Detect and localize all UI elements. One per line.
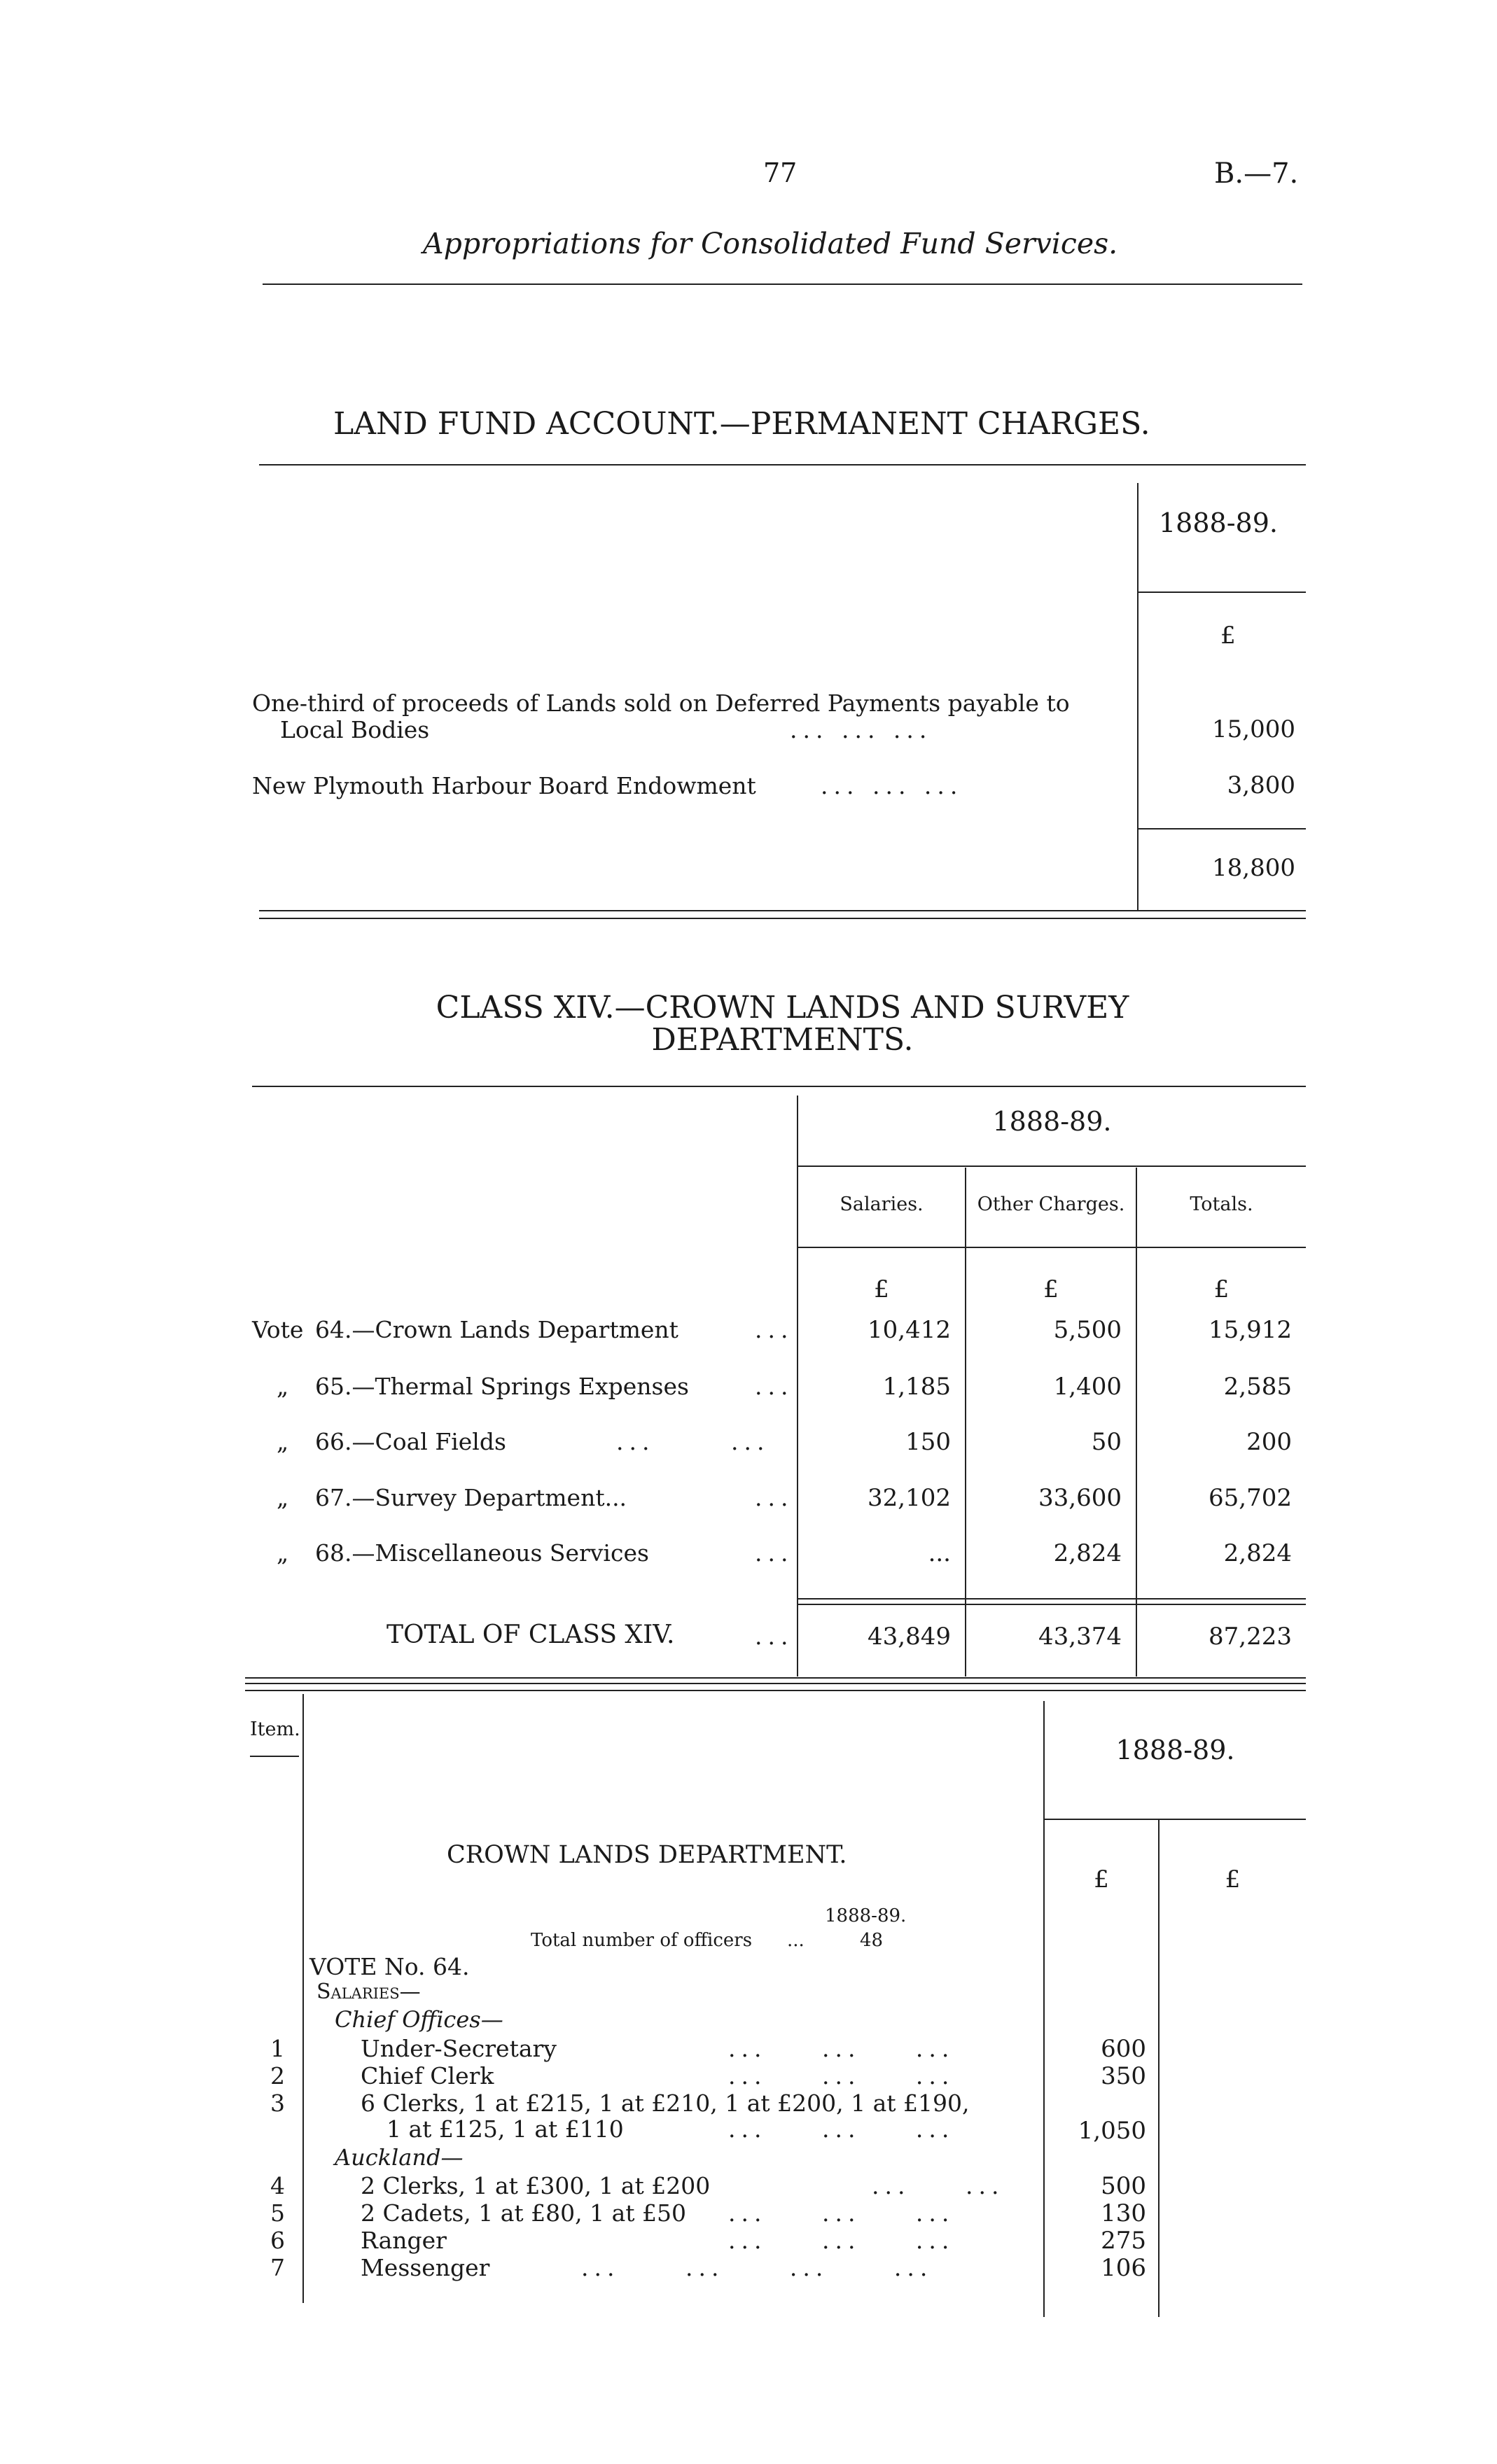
vote-ditto: „: [277, 1484, 289, 1511]
land-fund-bottom-rule: [259, 910, 1306, 911]
item-label-cont: 1 at £125, 1 at £110: [387, 2115, 624, 2143]
land-fund-bottom-rule-double: [259, 918, 1306, 919]
vote-66-other: 50: [1091, 1428, 1122, 1456]
item-dots: ... ... ...: [728, 2035, 955, 2062]
crown-lands-year: 1888-89.: [1115, 1735, 1235, 1765]
crown-lands-col-rule-2: [1158, 1820, 1160, 2317]
officers-label: Total number of officers: [531, 1930, 753, 1951]
vote-68-total: 2,824: [1223, 1539, 1292, 1567]
item-header-rule: [250, 1756, 299, 1757]
vote-64-total: 15,912: [1209, 1316, 1292, 1344]
crown-lands-top-rule: [245, 1690, 1306, 1691]
item-value: 130: [1101, 2199, 1146, 2227]
land-fund-row2-label: New Plymouth Harbour Board Endowment: [252, 772, 756, 799]
item-dots: ... ...: [872, 2172, 1005, 2199]
page-number: 77: [763, 158, 798, 188]
class-xiv-col-totals: Totals.: [1190, 1194, 1253, 1215]
land-fund-row1-dots: ... ... ...: [790, 716, 933, 743]
vote-ditto: „: [277, 1539, 289, 1567]
class-xiv-bottom-rule-double: [245, 1683, 1306, 1684]
land-fund-title: LAND FUND ACCOUNT.—PERMANENT CHARGES.: [333, 406, 1150, 442]
land-fund-row2-value: 3,800: [1227, 771, 1295, 799]
salaries-heading: Salaries—: [316, 1980, 421, 2004]
vote-64-label: 64.—Crown Lands Department: [315, 1316, 678, 1343]
class-xiv-col-other-charges: Other Charges.: [977, 1194, 1125, 1215]
vote-65-label: 65.—Thermal Springs Expenses: [315, 1373, 689, 1400]
item-number: 1: [270, 2035, 285, 2062]
crown-lands-title: CROWN LANDS DEPARTMENT.: [447, 1841, 847, 1869]
document-reference: B.—7.: [1214, 158, 1299, 190]
class-xiv-year: 1888-89.: [992, 1106, 1112, 1137]
item-value: 600: [1101, 2035, 1146, 2063]
item-number: 3: [270, 2090, 285, 2117]
class-xiv-sum-rule: [798, 1598, 1306, 1600]
crown-lands-year-rule: [1045, 1819, 1306, 1820]
officers-count: 48: [860, 1930, 884, 1951]
officers-dots: ...: [787, 1930, 805, 1951]
class-xiv-total-dots: ...: [755, 1623, 794, 1650]
land-fund-currency: £: [1220, 622, 1236, 650]
class-xiv-sum-rule-double: [798, 1604, 1306, 1605]
item-number: 7: [270, 2254, 285, 2281]
item-number: 4: [270, 2172, 285, 2199]
chief-offices-heading: Chief Offices—: [335, 2006, 503, 2033]
vote-number: VOTE No. 64.: [309, 1953, 470, 1980]
vote-prefix: Vote: [252, 1316, 304, 1343]
land-fund-row1-label: One-third of proceeds of Lands sold on Deferred Payments payable to: [252, 690, 1070, 717]
class-xiv-top-rule: [252, 1086, 1306, 1087]
vote-67-label: 67.—Survey Department...: [315, 1484, 627, 1511]
item-label: Messenger: [361, 2254, 490, 2281]
item-value: 1,050: [1078, 2117, 1146, 2145]
item-column-rule: [302, 1694, 304, 2303]
vote-66-label: 66.—Coal Fields: [315, 1428, 506, 1455]
item-value: 106: [1101, 2254, 1146, 2282]
land-fund-top-rule: [259, 464, 1306, 465]
page-subtitle: Appropriations for Consolidated Fund Services.: [423, 227, 1118, 260]
item-label: Ranger: [361, 2227, 447, 2254]
item-value: 275: [1101, 2227, 1146, 2255]
item-label: Chief Clerk: [361, 2062, 494, 2090]
vote-64-salaries: 10,412: [868, 1316, 951, 1344]
class-xiv-total-label: TOTAL OF CLASS XIV.: [387, 1620, 675, 1649]
vote-65-total: 2,585: [1223, 1373, 1292, 1401]
item-label: 2 Clerks, 1 at £300, 1 at £200: [361, 2172, 711, 2199]
item-label: Under-Secretary: [361, 2035, 557, 2062]
land-fund-row1-label-cont: Local Bodies: [280, 716, 430, 743]
class-xiv-col-salaries: Salaries.: [840, 1194, 924, 1215]
vote-67-dots: ...: [755, 1484, 794, 1511]
item-number: 6: [270, 2227, 285, 2254]
class-xiv-col-rule-2: [965, 1168, 966, 1676]
vote-66-total: 200: [1246, 1428, 1292, 1456]
vote-65-other: 1,400: [1053, 1373, 1122, 1401]
class-xiv-currency-totals: £: [1213, 1275, 1230, 1303]
item-number: 5: [270, 2199, 285, 2227]
item-dots: ... ... ... ...: [581, 2254, 933, 2281]
vote-68-dots: ...: [755, 1539, 794, 1567]
vote-68-salaries: ...: [928, 1539, 951, 1567]
crown-lands-currency-b: £: [1225, 1865, 1241, 1893]
vote-66-salaries: 150: [905, 1428, 951, 1456]
vote-64-other: 5,500: [1053, 1316, 1122, 1344]
land-fund-year-rule: [1139, 592, 1306, 593]
class-xiv-title-line2: DEPARTMENTS.: [651, 1022, 914, 1058]
land-fund-year: 1888-89.: [1159, 507, 1278, 538]
item-column-header: Item.: [250, 1718, 300, 1740]
item-dots: ... ... ...: [728, 2115, 955, 2143]
item-dots: ... ... ...: [728, 2199, 955, 2227]
land-fund-column-rule: [1137, 483, 1139, 910]
land-fund-sum-rule: [1139, 828, 1306, 830]
item-value: 500: [1101, 2172, 1146, 2200]
class-xiv-col-rule-3: [1136, 1168, 1137, 1676]
class-xiv-currency-salaries: £: [874, 1275, 889, 1303]
class-xiv-year-rule: [798, 1166, 1306, 1167]
vote-ditto: „: [277, 1373, 289, 1400]
class-xiv-title-line1: CLASS XIV.—CROWN LANDS AND SURVEY: [436, 990, 1129, 1026]
item-value: 350: [1101, 2062, 1146, 2090]
vote-67-salaries: 32,102: [868, 1484, 951, 1512]
header-rule: [263, 284, 1302, 285]
vote-65-salaries: 1,185: [882, 1373, 951, 1401]
item-dots: ... ... ...: [728, 2227, 955, 2254]
item-number: 2: [270, 2062, 285, 2090]
vote-67-total: 65,702: [1209, 1484, 1292, 1512]
class-xiv-bottom-rule: [245, 1677, 1306, 1679]
class-xiv-colhead-rule: [798, 1247, 1306, 1248]
class-xiv-total-other: 43,374: [1038, 1623, 1122, 1651]
crown-lands-currency-a: £: [1094, 1865, 1109, 1893]
land-fund-row1-value: 15,000: [1212, 715, 1295, 743]
land-fund-total: 18,800: [1212, 854, 1295, 882]
auckland-heading: Auckland—: [335, 2144, 464, 2171]
class-xiv-total-totals: 87,223: [1209, 1623, 1292, 1651]
class-xiv-total-salaries: 43,849: [868, 1623, 951, 1651]
item-label: 2 Cadets, 1 at £80, 1 at £50: [361, 2199, 687, 2227]
vote-65-dots: ...: [755, 1373, 794, 1400]
vote-68-other: 2,824: [1053, 1539, 1122, 1567]
vote-64-dots: ...: [755, 1316, 794, 1343]
vote-67-other: 33,600: [1038, 1484, 1122, 1512]
officers-year: 1888-89.: [825, 1905, 907, 1926]
item-dots: ... ... ...: [728, 2062, 955, 2090]
item-label: 6 Clerks, 1 at £215, 1 at £210, 1 at £200, 1 at £190,: [361, 2090, 970, 2117]
vote-68-label: 68.—Miscellaneous Services: [315, 1539, 649, 1567]
land-fund-row2-dots: ... ... ...: [821, 772, 963, 799]
vote-ditto: „: [277, 1428, 289, 1455]
class-xiv-currency-other: £: [1043, 1275, 1059, 1303]
vote-66-dots: ... ...: [616, 1428, 770, 1455]
